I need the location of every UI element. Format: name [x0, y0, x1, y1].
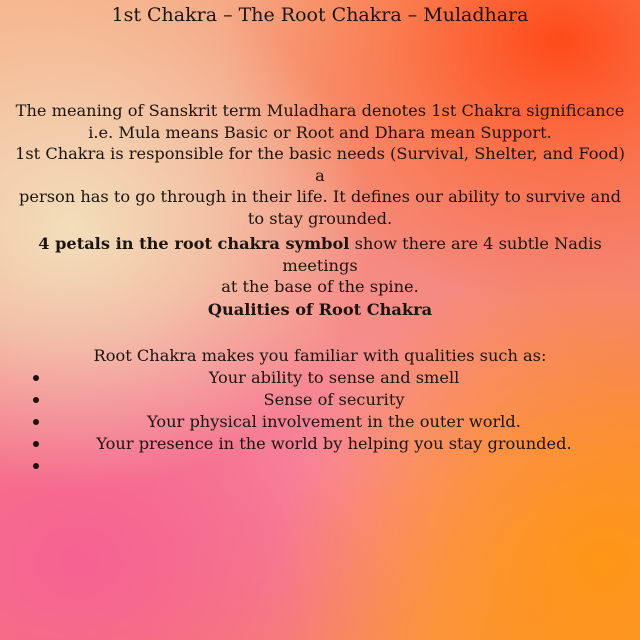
muladhara-meaning-paragraph [8, 100, 632, 229]
list-item [0, 411, 640, 433]
bullet-icon [33, 419, 39, 425]
list-item-text: Your presence in the world by helping you stay grounded. [96, 434, 572, 453]
bullet-icon [33, 375, 39, 381]
qualities-heading: Qualities of Root Chakra [207, 300, 433, 319]
list-item-text: Sense of security [263, 390, 405, 409]
paragraph-line: The meaning of Sanskrit term Muladhara denotes 1st Chakra significance [15, 101, 625, 120]
petals-paragraph [8, 233, 632, 298]
list-item [0, 455, 640, 477]
paragraph-line: to stay grounded. [247, 208, 393, 228]
paragraph-line: 1st Chakra is responsible for the basic needs (Survival, Shelter, and Food) a [15, 144, 625, 185]
list-item-text: Your physical involvement in the outer world. [147, 412, 521, 431]
paragraph-line: person has to go through in their life. It defines our ability to survive and [19, 187, 621, 206]
bullet-icon [33, 397, 39, 403]
petals-bold-text: 4 petals in the root chakra symbol [38, 234, 350, 253]
bullet-icon [33, 463, 39, 469]
paragraph-line: i.e. Mula means Basic or Root and Dhara mean Support. [88, 122, 552, 142]
qualities-list [0, 367, 640, 477]
paragraph-line: show there are 4 subtle Nadis meetings [282, 234, 602, 275]
list-item [0, 433, 640, 455]
list-item [0, 367, 640, 389]
bullet-icon [33, 441, 39, 447]
list-item-text: Your ability to sense and smell [208, 368, 460, 387]
paragraph-line: at the base of the spine. [221, 277, 419, 296]
page-title: 1st Chakra – The Root Chakra – Muladhara [111, 4, 529, 26]
qualities-intro: Root Chakra makes you familiar with qualities such as: [93, 346, 547, 365]
list-item [0, 389, 640, 411]
